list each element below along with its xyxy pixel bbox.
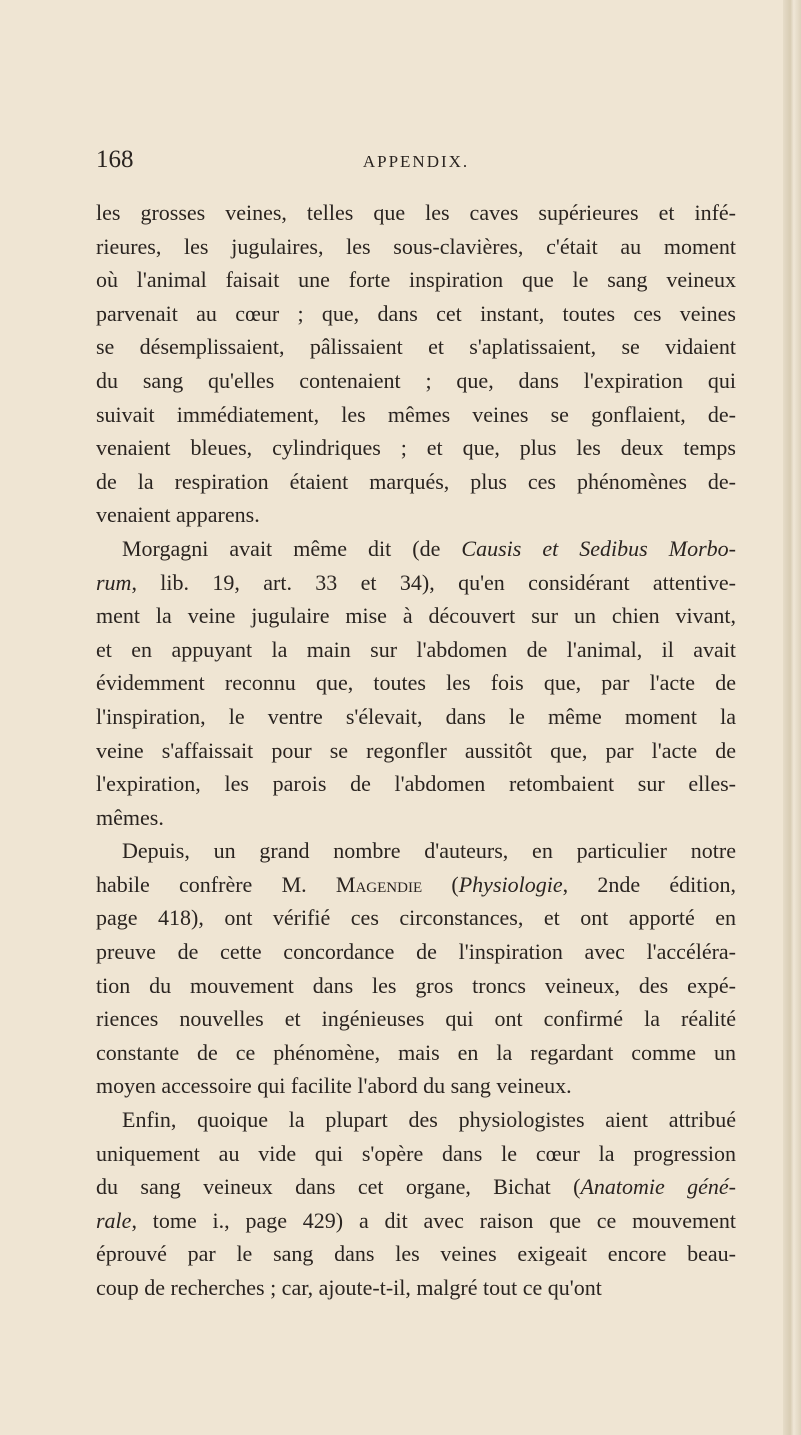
paragraph: [96, 1103, 736, 1305]
text-line: [96, 1103, 736, 1137]
text-segment: venaient bleues, cylindriques ; et que, plus les deux temps: [96, 435, 736, 461]
italic-text: Physiologie: [458, 871, 563, 897]
text-line: [96, 1204, 736, 1238]
text-line: [96, 633, 736, 667]
text-segment: Depuis, un grand nombre d'auteurs, en particulier notre: [122, 838, 736, 864]
text-line: [96, 666, 736, 700]
text-line: [96, 297, 736, 331]
text-segment: suivait immédiatement, les mêmes veines se gonflaient, de-: [96, 401, 736, 427]
text-line: [96, 1069, 736, 1103]
paragraph: [96, 834, 736, 1103]
paragraph: [96, 196, 736, 532]
text-segment: , lib. 19, art. 33 et 34), qu'en considérant attentive-: [131, 569, 736, 595]
text-segment: l'expiration, les parois de l'abdomen retombaient sur elles-: [96, 771, 736, 797]
text-line: [96, 834, 736, 868]
text-segment: les grosses veines, telles que les caves supérieures et infé-: [96, 200, 736, 225]
text-line: [96, 901, 736, 935]
text-segment: preuve de cette concordance de l'inspiration avec l'accéléra-: [96, 939, 736, 965]
text-segment: l'inspiration, le ventre s'élevait, dans le même moment la: [96, 703, 736, 729]
text-segment: du sang qu'elles contenaient ; que, dans l'expiration qui: [96, 367, 736, 393]
text-segment: ment la veine jugulaire mise à découvert sur un chien vivant,: [96, 603, 736, 629]
text-line: [96, 364, 736, 398]
text-line: [96, 398, 736, 432]
italic-text: rale: [96, 1207, 132, 1233]
text-segment: évidemment reconnu que, toutes les fois que, par l'acte de: [96, 670, 736, 696]
text-segment: uniquement au vide qui s'opère dans le cœur la progression: [96, 1140, 736, 1166]
text-segment: venaient apparens.: [96, 502, 260, 528]
text-line: [96, 969, 736, 1003]
text-line: [96, 196, 736, 230]
text-segment: et en appuyant la main sur l'abdomen de l'animal, il avait: [96, 636, 736, 662]
page-edge: [783, 0, 801, 1435]
small-caps-name: Magendie: [335, 871, 423, 897]
text-segment: riences nouvelles et ingénieuses qui ont confirmé la réalité: [96, 1006, 736, 1032]
text-segment: parvenait au cœur ; que, dans cet instant, toutes ces veines: [96, 300, 736, 326]
text-segment: mêmes.: [96, 804, 164, 830]
text-segment: moyen accessoire qui facilite l'abord du sang veineux.: [96, 1073, 572, 1099]
text-line: [96, 566, 736, 600]
text-line: [96, 465, 736, 499]
text-line: [96, 1237, 736, 1271]
text-line: [96, 700, 736, 734]
text-line: [96, 868, 736, 902]
text-line: [96, 330, 736, 364]
text-segment: éprouvé par le sang dans les veines exigeait encore beau-: [96, 1241, 736, 1267]
text-line: [96, 734, 736, 768]
text-line: [96, 230, 736, 264]
italic-text: Causis et Sedibus Morbo-: [461, 535, 736, 561]
text-segment: coup de recherches ; car, ajoute-t-il, malgré tout ce qu'ont: [96, 1275, 602, 1300]
text-segment: de la respiration étaient marqués, plus ces phénomènes de-: [96, 468, 736, 494]
text-segment: constante de ce phénomène, mais en la regardant comme un: [96, 1039, 736, 1065]
page-number: 168: [96, 146, 134, 173]
text-segment: , 2nde édition,: [562, 871, 736, 897]
text-segment: habile confrère M.: [96, 871, 336, 897]
text-line: [96, 1271, 736, 1305]
text-segment: (: [422, 871, 459, 897]
text-segment: , tome i., page 429) a dit avec raison que ce mouvement: [131, 1207, 736, 1233]
text-line: [96, 532, 736, 566]
text-line: [96, 801, 736, 835]
text-segment: tion du mouvement dans les gros troncs veineux, des expé-: [96, 972, 736, 998]
text-segment: Enfin, quoique la plupart des physiologistes aient attribué: [122, 1107, 736, 1133]
text-line: [96, 1137, 736, 1171]
text-segment: veine s'affaissait pour se regonfler aussitôt que, par l'acte de: [96, 737, 736, 763]
text-line: [96, 599, 736, 633]
text-line: [96, 1170, 736, 1204]
page-header: [96, 146, 736, 180]
italic-text: rum: [96, 569, 132, 595]
text-line: [96, 498, 736, 532]
text-line: [96, 767, 736, 801]
text-segment: Morgagni avait même dit (de: [122, 535, 462, 561]
text-segment: se désemplissaient, pâlissaient et s'aplatissaient, se vidaient: [96, 334, 736, 360]
text-line: [96, 1036, 736, 1070]
text-segment: rieures, les jugulaires, les sous-clavières, c'était au moment: [96, 233, 736, 259]
text-segment: page 418), ont vérifié ces circonstances, et ont apporté en: [96, 905, 736, 931]
italic-text: Anatomie géné-: [580, 1174, 736, 1200]
running-head: APPENDIX.: [362, 152, 470, 171]
text-line: [96, 935, 736, 969]
paragraph: [96, 532, 736, 834]
text-line: [96, 263, 736, 297]
text-line: [96, 1002, 736, 1036]
text-segment: où l'animal faisait une forte inspiration que le sang veineux: [96, 267, 736, 293]
page-body: [96, 196, 736, 1305]
text-line: [96, 431, 736, 465]
text-segment: du sang veineux dans cet organe, Bichat (: [96, 1174, 581, 1200]
